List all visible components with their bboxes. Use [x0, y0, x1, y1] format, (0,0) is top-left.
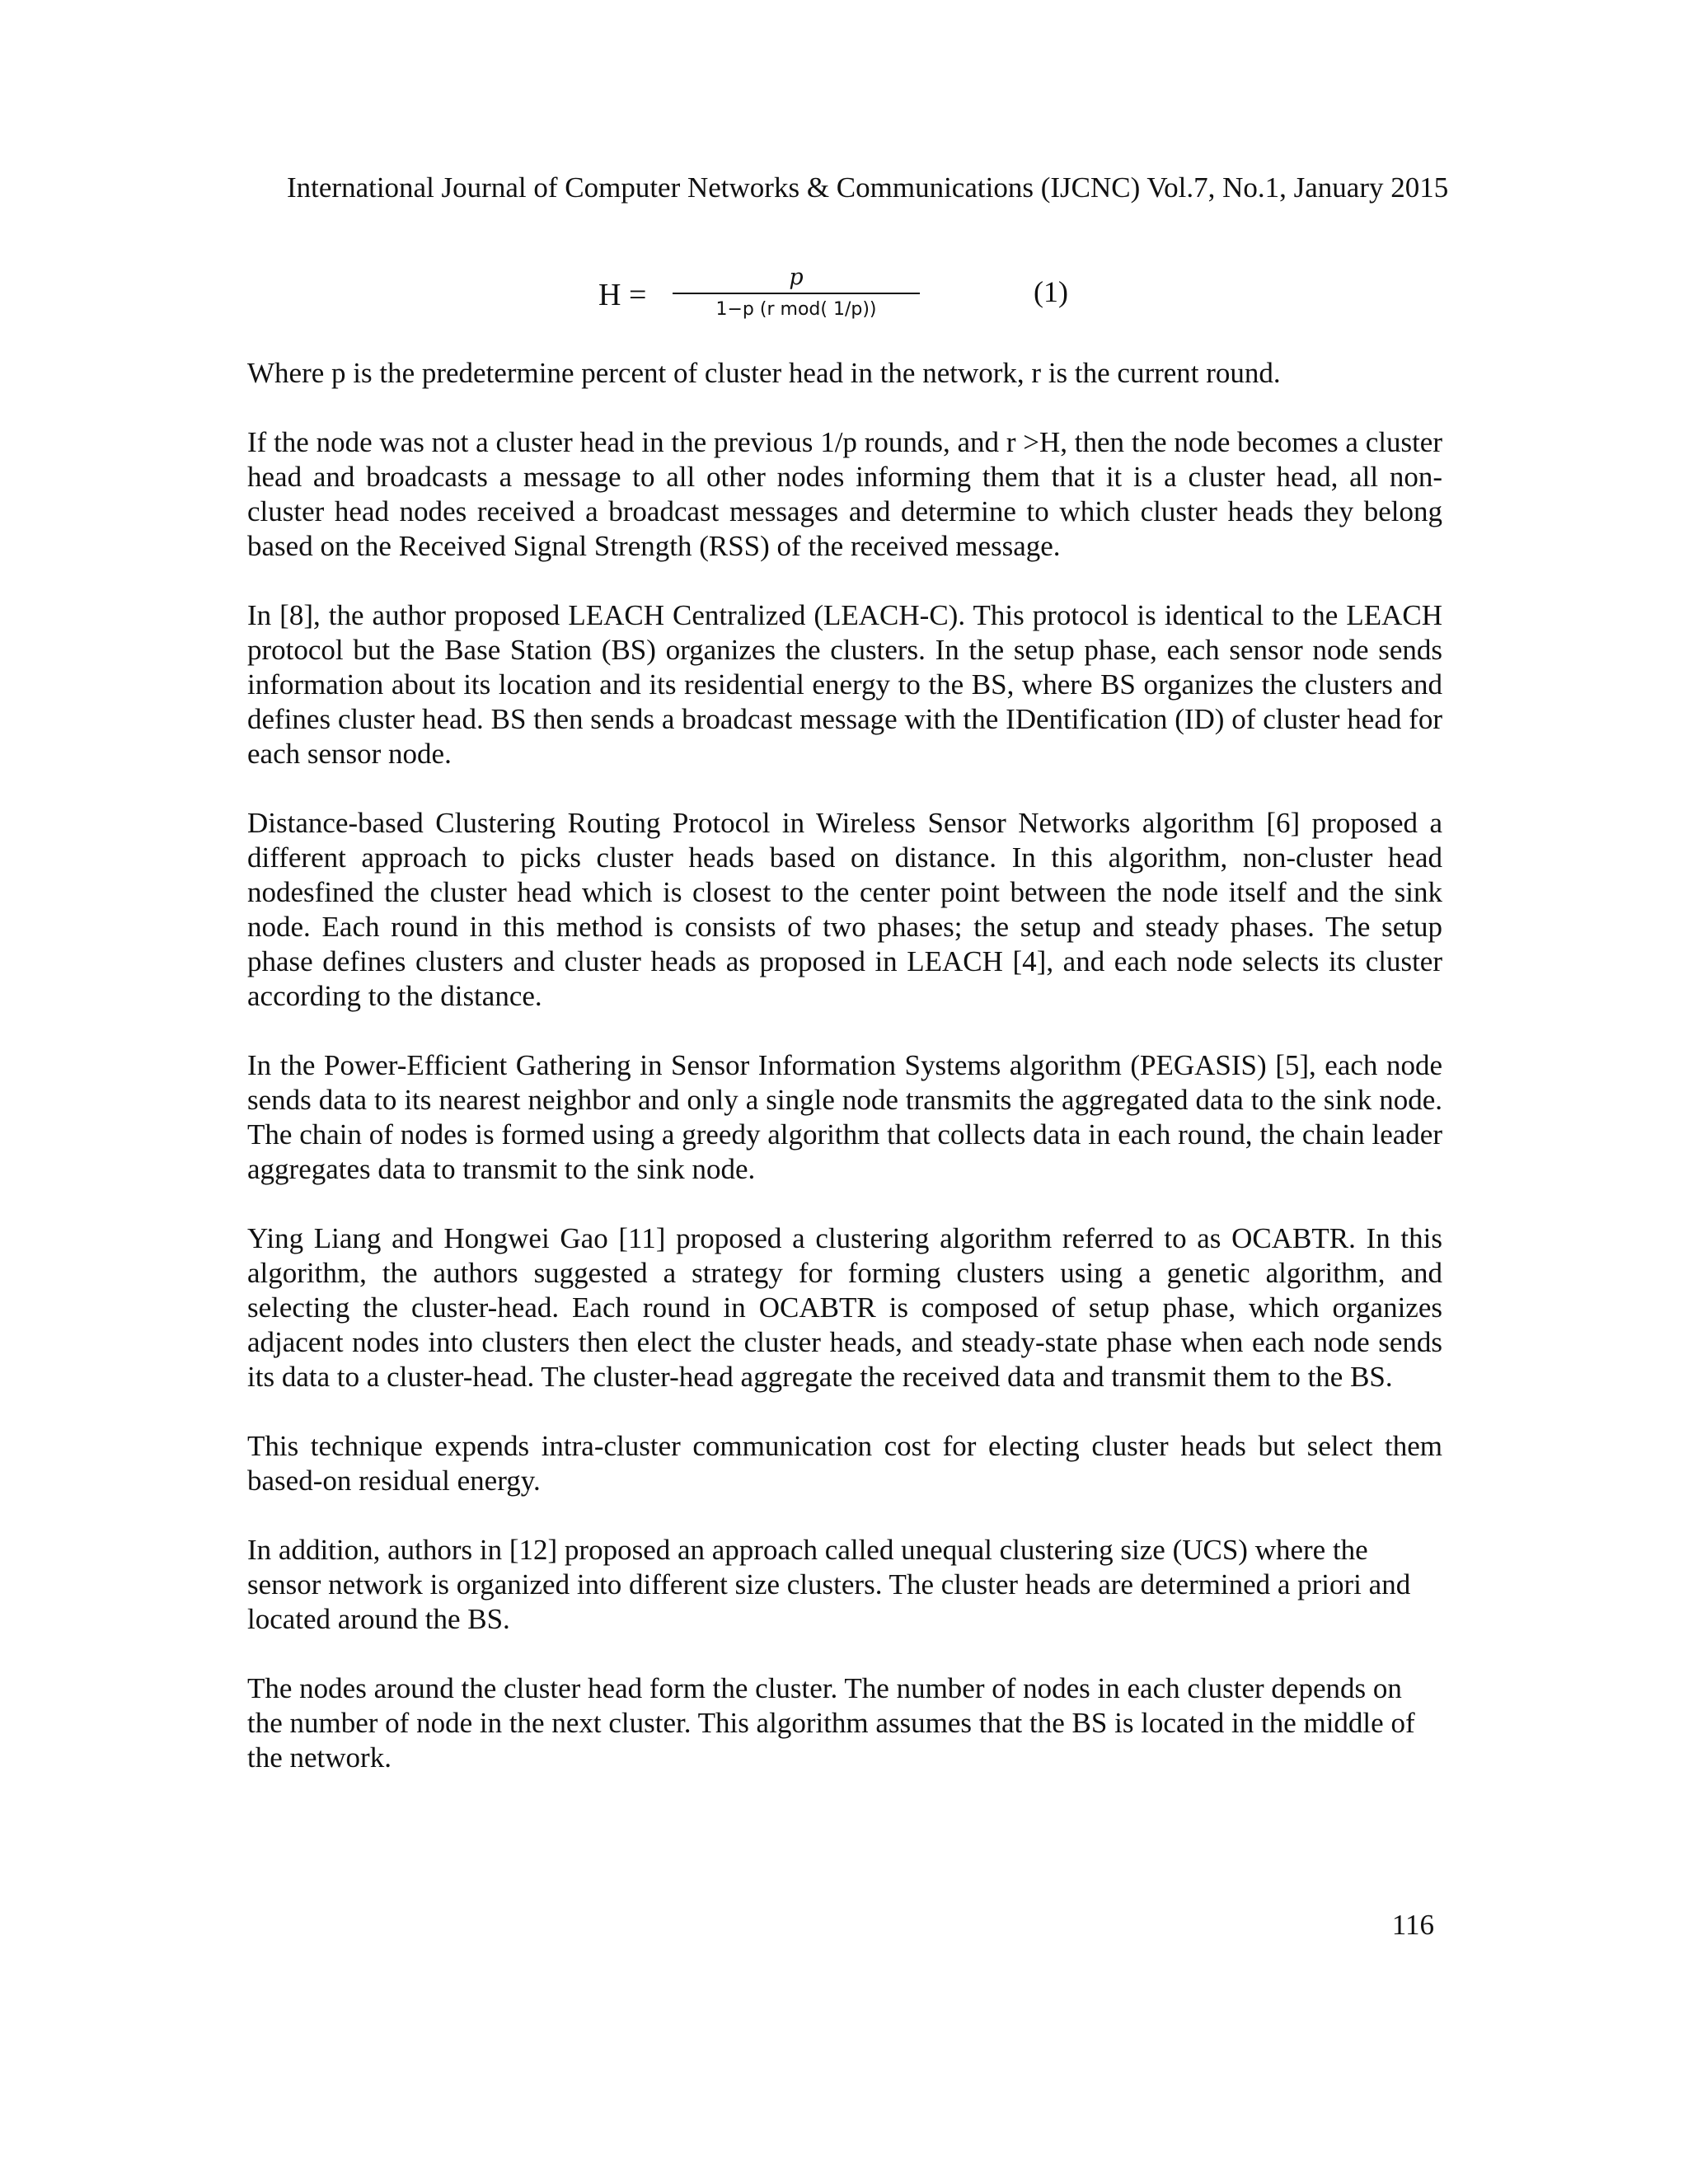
paragraph: Distance-based Clustering Routing Protocol in Wireless Sensor Networks algorithm [6] proposed a different approach to picks cluster heads based on distance. In this algorithm, non-cluster head nodesfined the cluster head which is closest to the center point between the node itself and the sink node. Each round in this method is consists of two phases; the setup and steady phases. The setup phase defines clusters and cluster heads as proposed in LEACH [4], and each node selects its cluster according to the distance. [247, 807, 1442, 1012]
fraction-bar [673, 293, 920, 294]
equation-numerator: p [789, 265, 804, 290]
equation-number: (1) [1034, 275, 1068, 308]
paragraph: The nodes around the cluster head form the cluster. The number of nodes in each cluster depends on the number of node in the next cluster. This algorithm assumes that the BS is located in the middle of the network. [247, 1672, 1415, 1774]
equation-fraction [673, 265, 920, 322]
paragraph: If the node was not a cluster head in the previous 1/p rounds, and r >H, then the node becomes a cluster head and broadcasts a message to all other nodes informing them that it is a cluster head, all non-cluster head nodes received a broadcast messages and determine to which cluster heads they belong based on the Received Signal Strength (RSS) of the received message. [247, 426, 1442, 562]
equation-lhs: H = [598, 278, 647, 312]
journal-header: International Journal of Computer Networks & Communications (IJCNC) Vol.7, No.1, January 2015 [287, 171, 1449, 204]
paragraph: In the Power-Efficient Gathering in Sensor Information Systems algorithm (PEGASIS) [5], each node sends data to its nearest neighbor and only a single node transmits the aggregated data to the sink node. The chain of nodes is formed using a greedy algorithm that collects data in each round, the chain leader aggregates data to transmit to the sink node. [247, 1049, 1442, 1185]
paragraph: Where p is the predetermine percent of cluster head in the network, r is the current round. [247, 357, 1281, 389]
paragraph: Ying Liang and Hongwei Gao [11] proposed a clustering algorithm referred to as OCABTR. In this algorithm, the authors suggested a strategy for forming clusters using a genetic algorithm, and selecting the cluster-head. Each round in OCABTR is composed of setup phase, which organizes adjacent nodes into clusters then elect the cluster heads, and steady-state phase when each node sends its data to a cluster-head. The cluster-head aggregate the received data and transmit them to the BS. [247, 1222, 1442, 1393]
body-text [247, 356, 1442, 1810]
paragraph: In [8], the author proposed LEACH Centralized (LEACH-C). This protocol is identical to the LEACH protocol but the Base Station (BS) organizes the clusters. In the setup phase, each sensor node sends information about its location and its residential energy to the BS, where BS organizes the clusters and defines cluster head. BS then sends a broadcast message with the IDentification (ID) of cluster head for each sensor node. [247, 599, 1442, 770]
equation-denominator: 1−p (r mod( 1/p)) [715, 299, 877, 320]
paragraph: In addition, authors in [12] proposed an approach called unequal clustering size (UCS) where the sensor network is organized into different size clusters. The cluster heads are determined a priori and located around the BS. [247, 1534, 1411, 1635]
paragraph: This technique expends intra-cluster communication cost for electing cluster heads but select them based-on residual energy. [247, 1430, 1442, 1497]
page-number: 116 [1391, 1909, 1434, 1941]
